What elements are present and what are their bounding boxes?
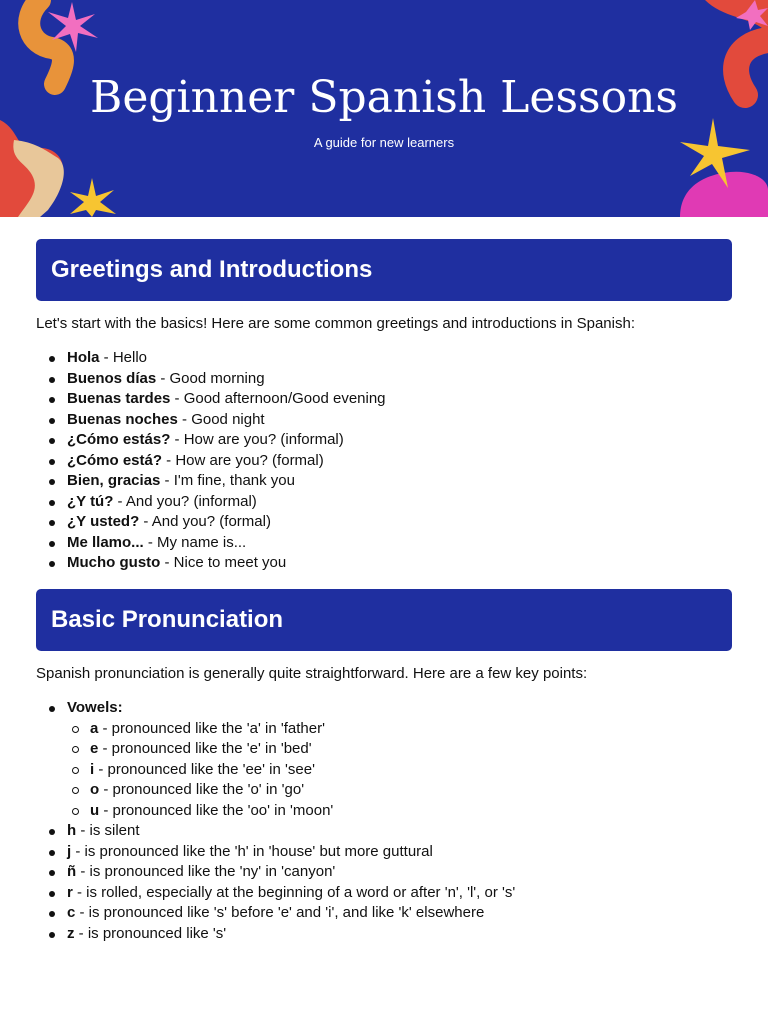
term: c (67, 904, 76, 921)
definition: - How are you? (informal) (170, 431, 344, 448)
definition: - is pronounced like 's' before 'e' and 'i', and like 'k' elsewhere (75, 904, 485, 921)
definition: - pronounced like the 'e' in 'bed' (98, 740, 312, 757)
definition: - Nice to meet you (160, 554, 287, 571)
definition: - And you? (informal) (113, 492, 257, 510)
term: z (67, 924, 75, 942)
definition: - pronounced like the 'a' in 'father' (98, 719, 325, 737)
list-item (67, 512, 386, 533)
list-item (67, 883, 515, 904)
list-item (67, 410, 386, 431)
term: i (90, 760, 95, 778)
term: ¿Cómo está? (67, 451, 163, 469)
term: Buenas tardes (67, 390, 171, 407)
term: Bien, gracias (67, 472, 161, 489)
list-item (90, 760, 515, 781)
list-item (67, 389, 386, 410)
list-item (90, 801, 515, 822)
definition: - Good afternoon/Good evening (170, 390, 386, 407)
list-item (90, 739, 515, 760)
term: ñ (67, 863, 77, 880)
term: e (90, 740, 99, 757)
term: u (90, 801, 100, 819)
list-item (90, 719, 515, 740)
definition: - Hello (99, 349, 148, 366)
list-item (90, 780, 515, 801)
term: o (90, 781, 100, 798)
list-item (67, 430, 386, 451)
definition: - pronounced like the 'oo' in 'moon' (99, 801, 334, 819)
term: Buenas noches (67, 410, 178, 428)
page-subtitle: A guide for new learners (313, 135, 455, 150)
term: ¿Y usted? (67, 513, 140, 530)
term: Buenos días (67, 369, 157, 387)
term: j (67, 842, 72, 860)
list-item (67, 862, 515, 883)
definition: - is rolled, especially at the beginning of a word or after 'n', 'l', or 's' (72, 883, 516, 901)
definition: - pronounced like the 'o' in 'go' (99, 781, 305, 798)
definition: - And you? (formal) (139, 513, 271, 530)
term: Hola (67, 349, 100, 366)
definition: - I'm fine, thank you (160, 472, 295, 489)
term: h (67, 822, 77, 839)
list-item (67, 533, 386, 554)
definition: - Good night (177, 410, 265, 428)
definition: - is pronounced like the 'ny' in 'canyon' (76, 863, 336, 880)
term: ¿Cómo estás? (67, 431, 171, 448)
list-item (67, 471, 386, 492)
list-item (67, 553, 386, 574)
list-item (67, 924, 515, 945)
list-item (67, 369, 386, 390)
star-shape (70, 178, 116, 217)
greetings-list (36, 348, 386, 574)
page-title: Beginner Spanish Lessons (89, 72, 679, 123)
term: a (90, 719, 99, 737)
term: Me llamo... (67, 533, 144, 551)
section-intro-pronunciation: Spanish pronunciation is generally quite straightforward. Here are a few key points: (36, 665, 588, 682)
vowels-list (67, 719, 515, 822)
list-item (67, 348, 386, 369)
section-intro-greetings: Let's start with the basics! Here are some common greetings and introductions in Spanish: (36, 315, 635, 332)
definition: - Good morning (156, 369, 265, 387)
definition: - is silent (76, 822, 140, 839)
definition: - How are you? (formal) (162, 451, 324, 469)
list-item (67, 842, 515, 863)
term: Mucho gusto (67, 554, 161, 571)
definition: - is pronounced like 's' (74, 924, 227, 942)
list-item (67, 698, 515, 821)
definition: - is pronounced like the 'h' in 'house' but more guttural (71, 842, 433, 860)
list-item (67, 821, 515, 842)
vowels-label: Vowels: (67, 699, 123, 716)
list-item (67, 492, 386, 513)
list-item (67, 903, 515, 924)
pronunciation-list (36, 698, 515, 944)
section-heading-greetings: Greetings and Introductions (36, 239, 732, 301)
list-item (67, 451, 386, 472)
section-heading-pronunciation: Basic Pronunciation (36, 589, 732, 651)
term: r (67, 883, 73, 901)
header-banner (0, 0, 768, 217)
term: ¿Y tú? (67, 492, 114, 510)
definition: - My name is... (143, 533, 247, 551)
definition: - pronounced like the 'ee' in 'see' (94, 760, 315, 778)
